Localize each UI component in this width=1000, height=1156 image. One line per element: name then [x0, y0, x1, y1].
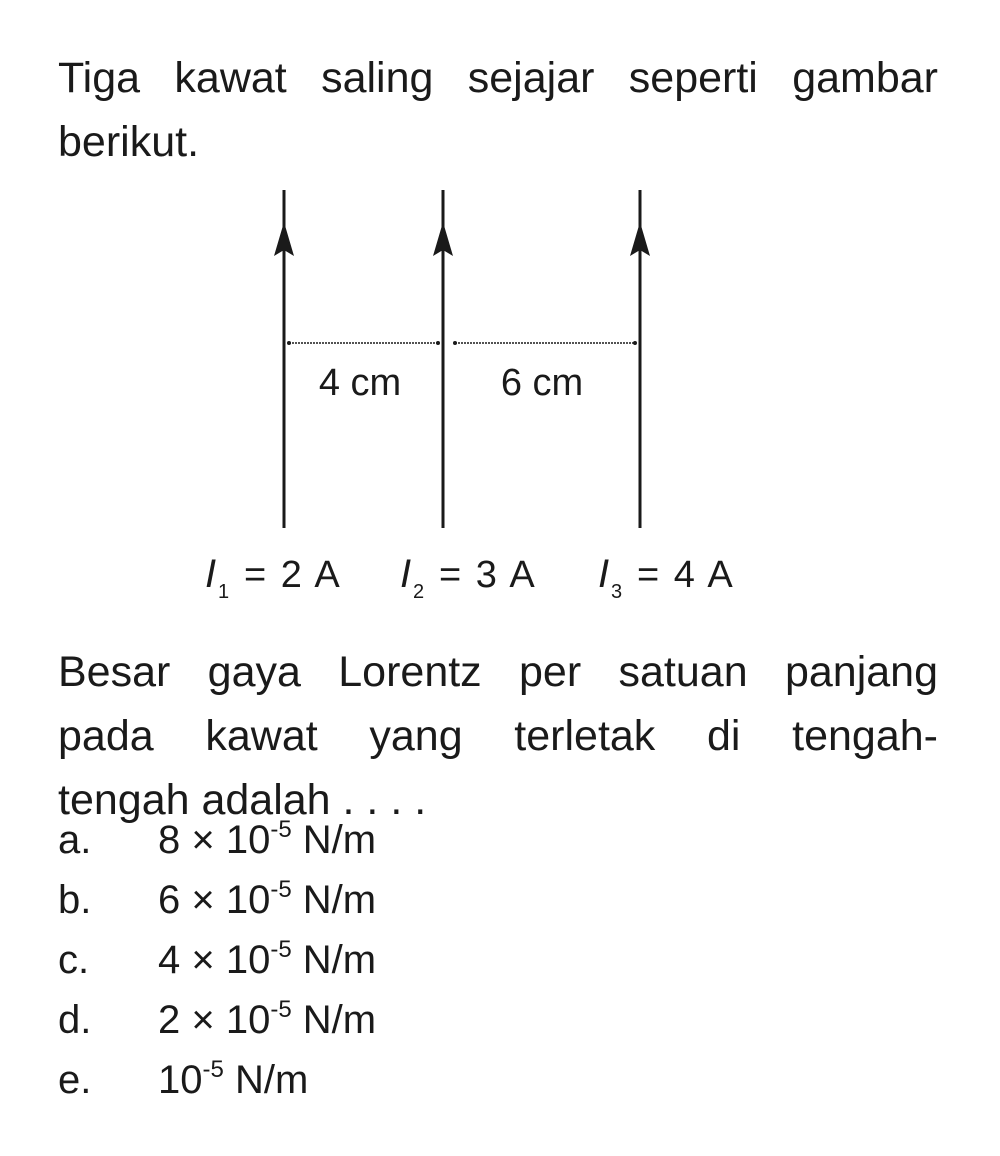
option-exponent: -5 [270, 936, 292, 963]
current-label-1 [205, 552, 342, 603]
option-coefficient: 10 [158, 1058, 203, 1102]
answer-options [58, 810, 376, 1110]
current-label-2 [400, 552, 537, 603]
option-b[interactable] [58, 870, 376, 930]
option-text [158, 1058, 308, 1102]
option-unit: N/m [291, 818, 377, 862]
option-text [158, 818, 376, 862]
current-value: = 2 A [244, 554, 342, 596]
intro-line-1: Tiga kawat saling sejajar seperti gambar [58, 54, 938, 102]
current-label-3 [598, 552, 735, 603]
question-line-1: Besar gaya Lorentz per satuan panjang [58, 648, 938, 696]
option-coefficient: 6 × 10 [158, 878, 271, 922]
current-symbol: I [598, 552, 610, 596]
marker-dot [287, 341, 291, 345]
option-d[interactable] [58, 990, 376, 1050]
option-letter: e. [58, 1058, 92, 1102]
intro-line-2: berikut. [58, 118, 200, 166]
option-exponent: -5 [270, 816, 292, 843]
option-unit: N/m [291, 878, 377, 922]
distance-label-1: 4 cm [318, 362, 402, 404]
option-coefficient: 4 × 10 [158, 938, 271, 982]
option-letter: d. [58, 998, 92, 1042]
option-text [158, 878, 376, 922]
distance-label-2: 6 cm [500, 362, 584, 404]
option-c[interactable] [58, 930, 376, 990]
option-text [158, 998, 376, 1042]
question-paragraph [58, 640, 938, 832]
option-exponent: -5 [202, 1056, 224, 1083]
current-subscript: 1 [218, 581, 230, 603]
current-subscript: 2 [413, 581, 425, 603]
option-unit: N/m [291, 938, 377, 982]
option-coefficient: 8 × 10 [158, 818, 271, 862]
option-unit: N/m [223, 1058, 309, 1102]
current-symbol: I [400, 552, 412, 596]
current-value: = 4 A [637, 554, 735, 596]
option-unit: N/m [291, 998, 377, 1042]
option-text [158, 938, 376, 982]
option-letter: a. [58, 818, 92, 862]
option-letter: b. [58, 878, 92, 922]
option-exponent: -5 [270, 876, 292, 903]
question-line-3: tengah adalah . . . . [58, 776, 427, 824]
option-letter: c. [58, 938, 90, 982]
current-value: = 3 A [439, 554, 537, 596]
option-coefficient: 2 × 10 [158, 998, 271, 1042]
marker-dot [633, 341, 637, 345]
option-a[interactable] [58, 810, 376, 870]
question-line-2: pada kawat yang terletak di tengah- [58, 712, 938, 760]
current-symbol: I [205, 552, 217, 596]
marker-dot [436, 341, 440, 345]
option-exponent: -5 [270, 996, 292, 1023]
marker-dot [453, 341, 457, 345]
option-e[interactable] [58, 1050, 376, 1110]
current-subscript: 3 [611, 581, 623, 603]
